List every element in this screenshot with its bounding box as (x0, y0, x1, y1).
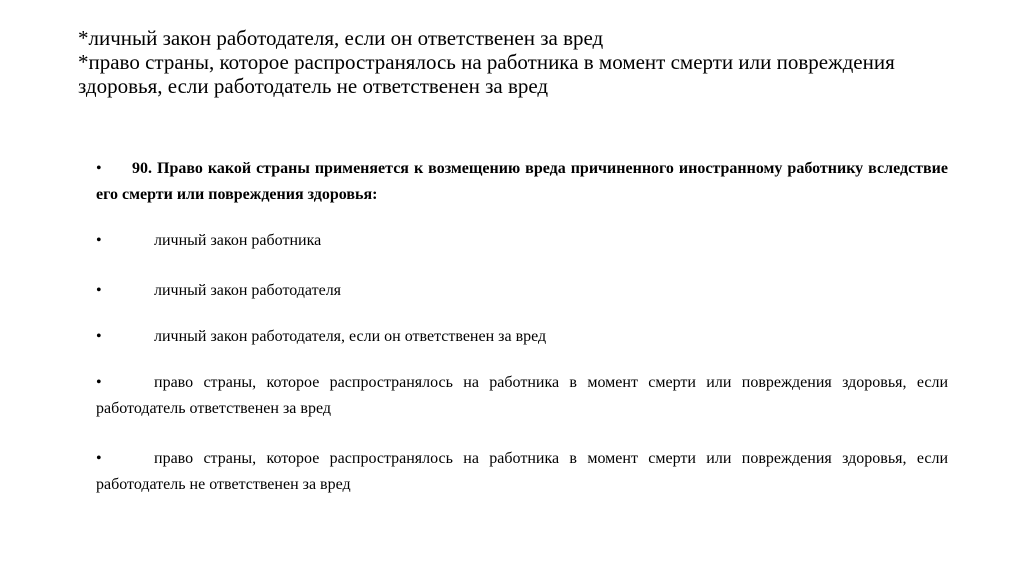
question-list (96, 156, 948, 498)
option-text: личный закон работника (154, 232, 322, 249)
option-text: личный закон работодателя, если он ответственен за вред (154, 328, 547, 345)
header-line-1: *личный закон работодателя, если он ответственен за вред (78, 26, 604, 50)
header-line-2: *право страны, которое распространялось на работника в момент смерти или повреждения (78, 50, 895, 74)
header-line-3: здоровья, если работодатель не ответственен за вред (78, 74, 549, 98)
question-item (96, 156, 948, 208)
answer-header (78, 26, 978, 98)
bullet-icon: • (96, 282, 102, 299)
bullet-icon: • (96, 374, 102, 391)
option-item (96, 278, 948, 304)
bullet-icon: • (96, 450, 102, 467)
option-item (96, 324, 948, 350)
option-text: право страны, которое распространялось на работника в момент смерти или повреждения здоровья, если работодатель не ответственен за вред (96, 450, 948, 493)
bullet-icon: • (96, 232, 102, 249)
option-item (96, 228, 948, 254)
option-item (96, 370, 948, 422)
bullet-icon: • (96, 328, 102, 345)
option-text: право страны, которое распространялось на работника в момент смерти или повреждения здоровья, если работодатель ответственен за вред (96, 374, 948, 417)
option-text: личный закон работодателя (154, 282, 342, 299)
bullet-icon: • (96, 160, 102, 177)
question-text: 90. Право какой страны применяется к возмещению вреда причиненного иностранному работнику вследствие его смерти или повреждения здоровья: (96, 160, 948, 203)
option-item (96, 446, 948, 498)
